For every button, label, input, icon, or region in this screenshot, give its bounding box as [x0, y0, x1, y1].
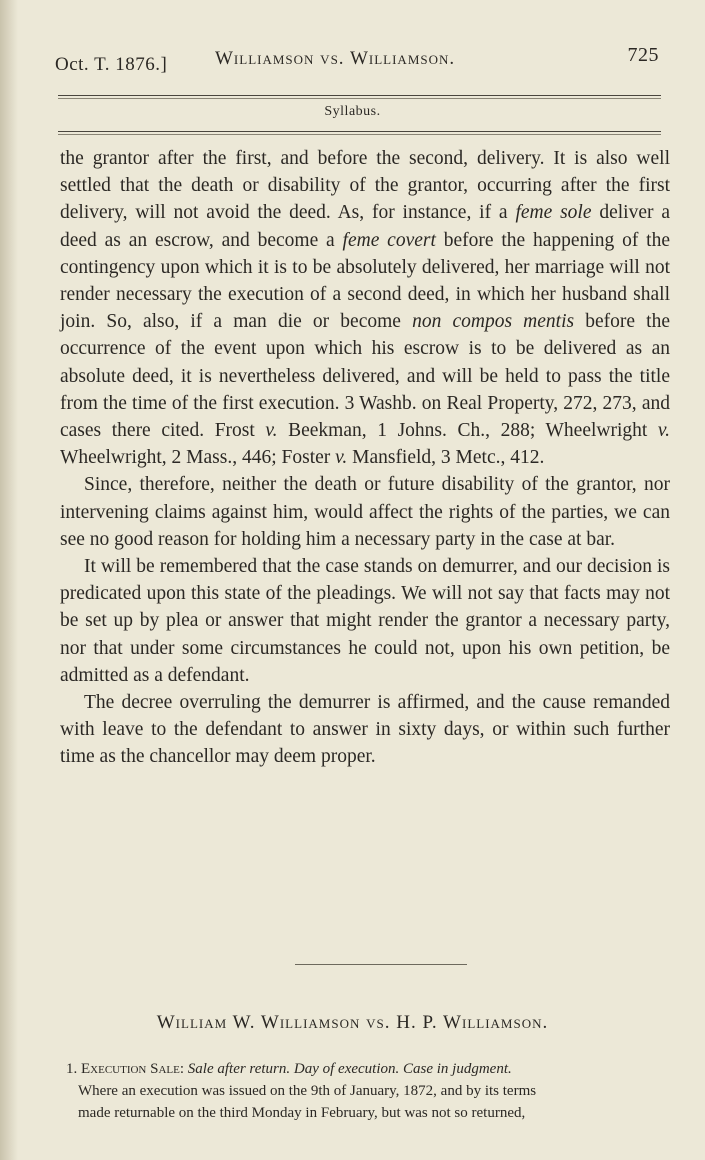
binding-shadow	[0, 0, 18, 1160]
text-run: Mansfield, 3 Metc., 412.	[347, 447, 545, 469]
header-rule-bottom	[58, 131, 661, 132]
text-run: deliver a deed as an escrow, and become a	[60, 202, 671, 251]
text-run: Wheelwright, 2 Mass., 446; Foster	[60, 447, 336, 469]
headnote-lead: Execution Sale:	[81, 1061, 185, 1077]
term-label: Oct. T. 1876.]	[55, 54, 168, 75]
paragraph	[60, 689, 670, 771]
text-run: before the happening of the contingency upon which it is to be absolutely delivered, her marriage will not render necessary the execution of a second deed, in which her husband shall join. So, also, if a man die or become	[60, 229, 670, 333]
paragraph	[60, 553, 670, 689]
text-run: Since, therefore, neither the death or future disability of the grantor, nor intervening claims against him, would affect the rights of the parties, we can see no good reason for holding him a necessary party in the case at bar.	[60, 474, 670, 550]
text-run: before the occurrence of the event upon which his escrow is to be delivered as an absolute deed, it is nevertheless delivered, and will be held to pass the title from the time of the first execution. 3 Washb. on Real Property, 272, 273, and cases there cited. Frost	[60, 311, 670, 442]
paragraph	[60, 145, 670, 471]
italic-term: non compos mentis	[412, 311, 575, 333]
case-title: William W. Williamson vs. H. P. Williamson.	[156, 1012, 549, 1033]
header-rule-top-thin	[58, 98, 661, 99]
opinion-text	[60, 145, 670, 771]
running-title: Williamson vs. Williamson.	[215, 48, 456, 69]
headnote-line: made returnable on the third Monday in February, but was not so returned,	[78, 1105, 526, 1121]
text-run: the grantor after the first, and before the second, delivery. It is also well settled that the death or disability of the grantor, occurring after the first delivery, will not avoid the deed. As, for instance, if a	[60, 148, 670, 224]
italic-term: v.	[265, 420, 278, 442]
section-divider	[295, 964, 467, 965]
header-rule-top	[58, 95, 661, 96]
text-run: It will be remembered that the case stands on demurrer, and our decision is predicated upon this state of the pleadings. We will not say that facts may not be set up by plea or answer that might render the grantor a necessary party, nor that under some circumstances he could not, upon his own petition, be admitted as a defendant.	[60, 556, 670, 686]
italic-term: v.	[335, 447, 348, 469]
italic-term: feme covert	[342, 229, 436, 251]
text-run: The decree overruling the demurrer is affirmed, and the cause remanded with leave to the defendant to answer in sixty days, or within such further time as the chancellor may deem proper.	[60, 692, 670, 768]
headnote-line: Where an execution was issued on the 9th of January, 1872, and by its terms	[78, 1083, 537, 1099]
syllabus-label: Syllabus.	[324, 104, 381, 119]
headnote	[66, 1058, 670, 1124]
italic-term: v.	[657, 420, 671, 442]
headnote-topics: Sale after return. Day of execution. Case in judgment.	[187, 1061, 512, 1077]
text-run: Beekman, 1 Johns. Ch., 288; Wheelwright	[277, 420, 658, 442]
page-number: 725	[627, 44, 659, 66]
running-head	[55, 44, 665, 78]
headnote-number: 1.	[66, 1061, 78, 1077]
italic-term: feme sole	[515, 202, 592, 224]
header-rule-bottom-thin	[58, 134, 661, 135]
paragraph	[60, 471, 670, 553]
